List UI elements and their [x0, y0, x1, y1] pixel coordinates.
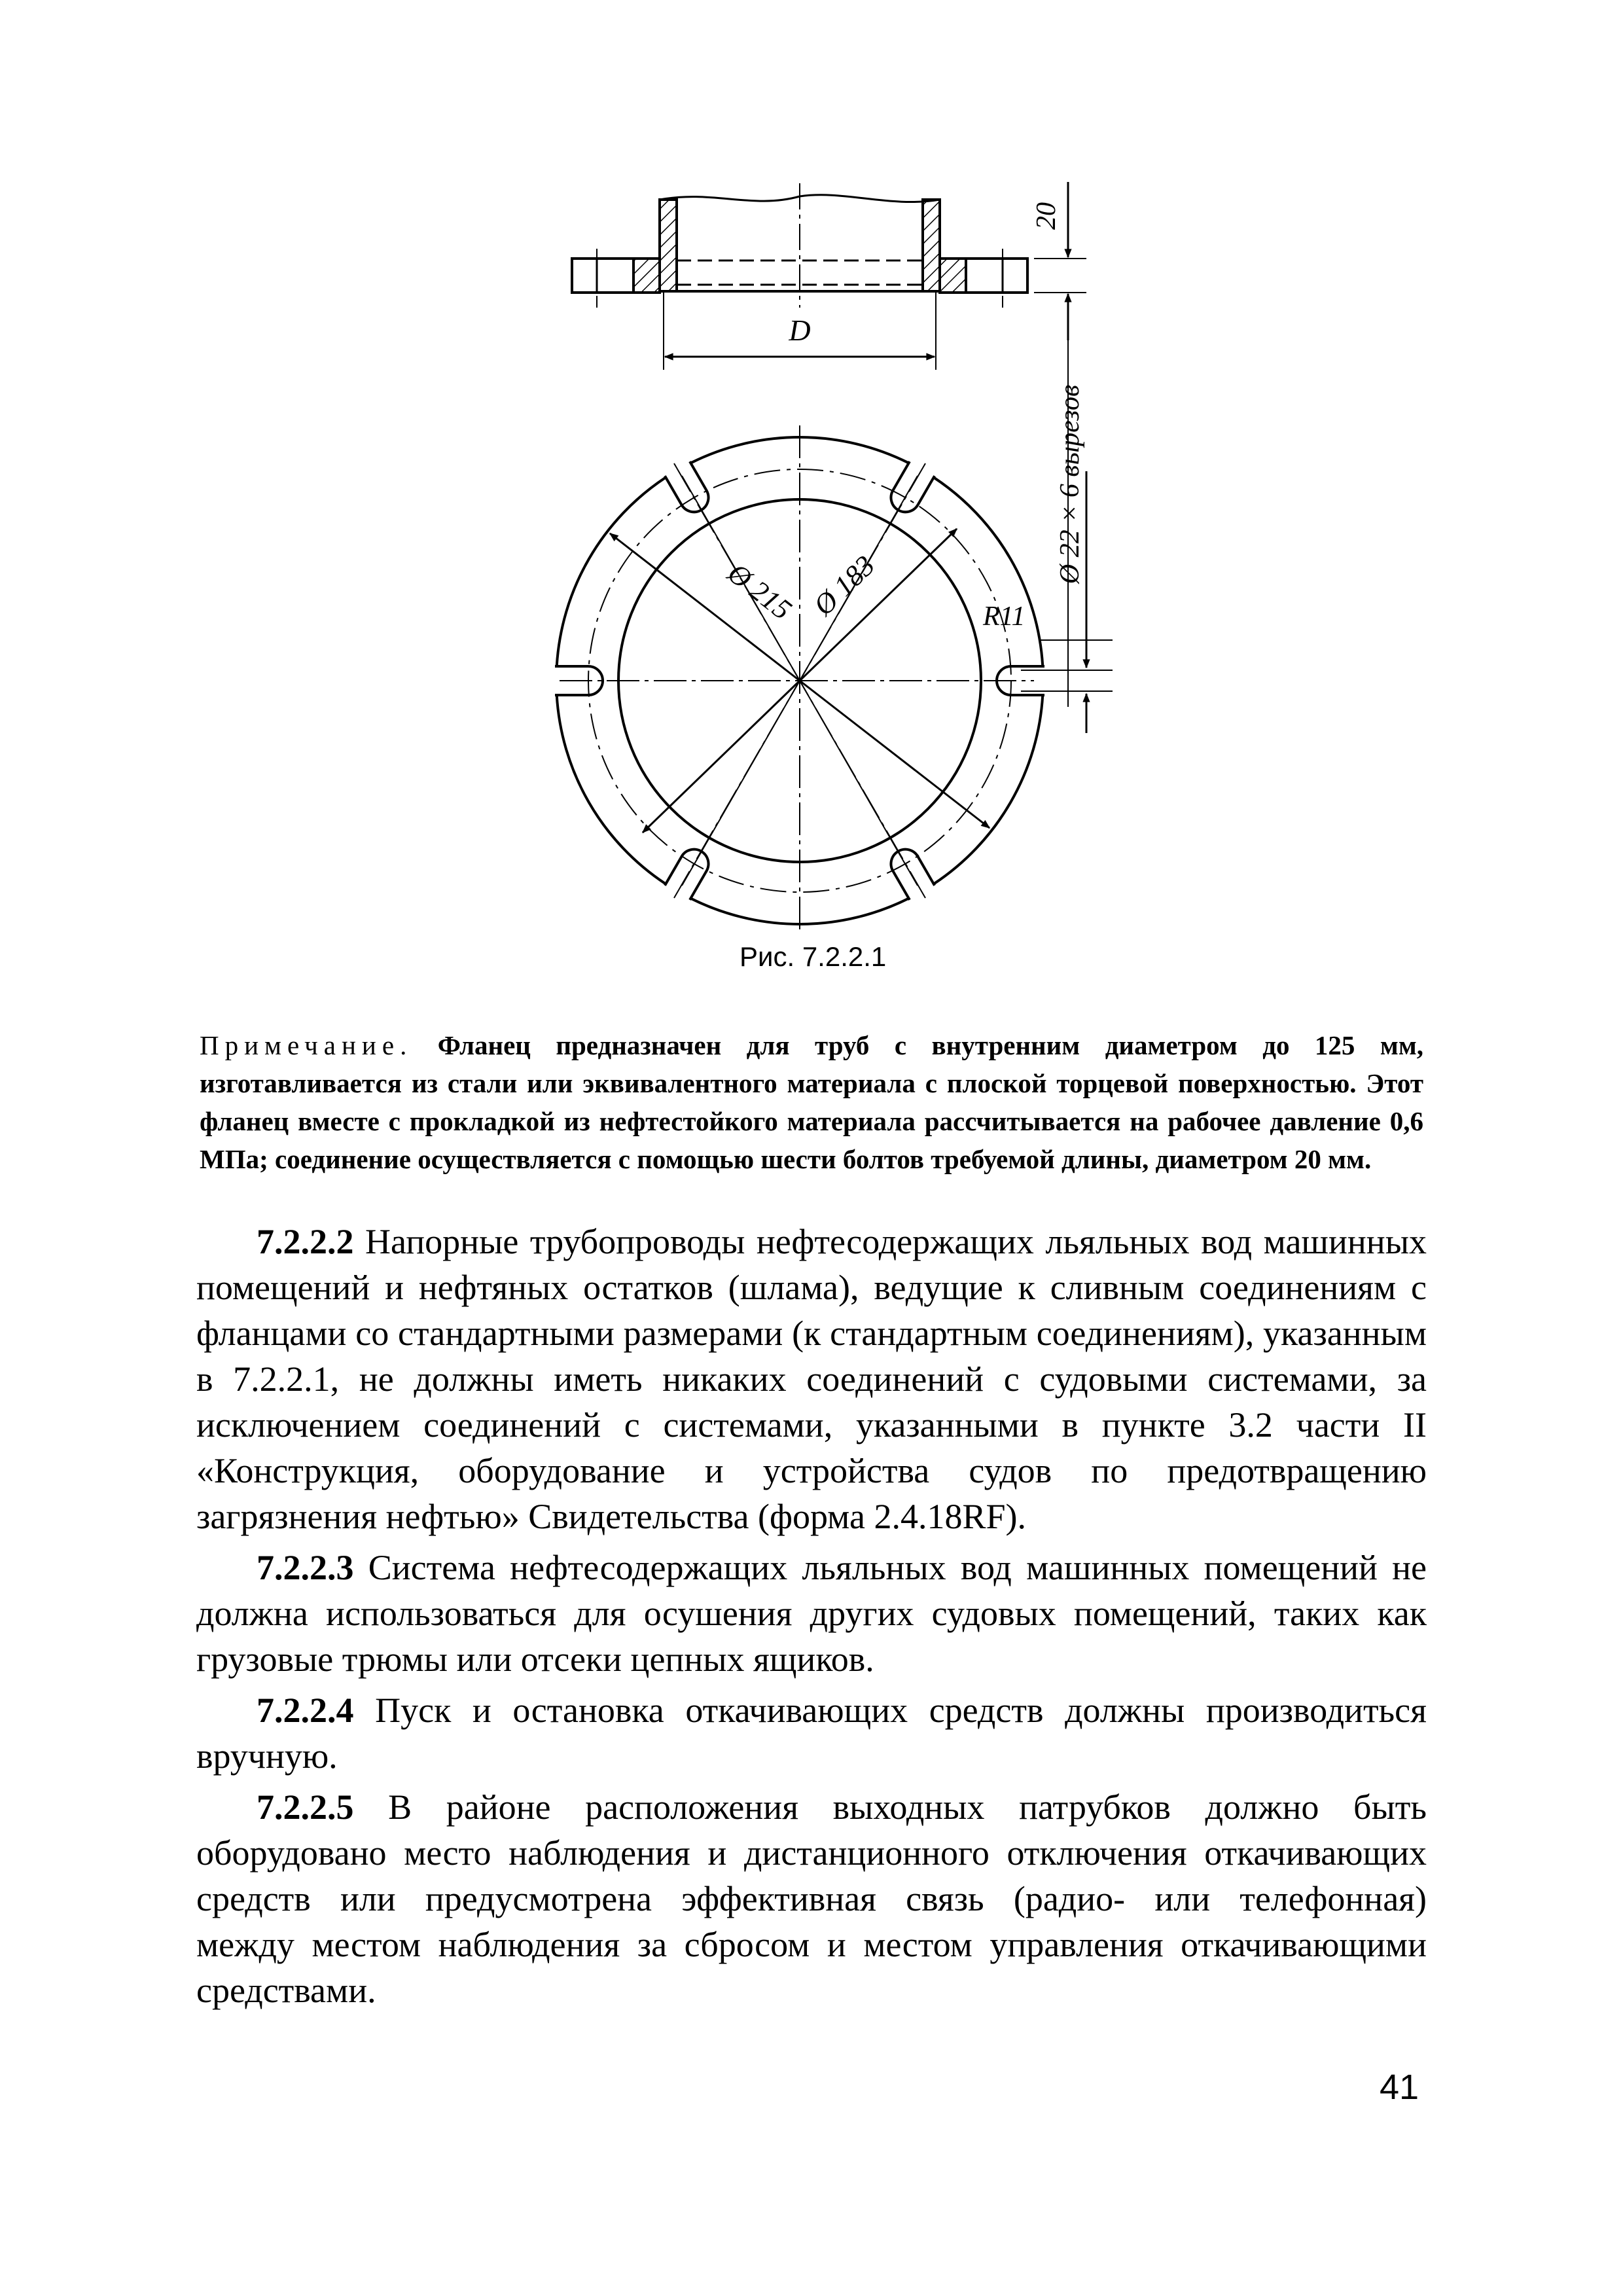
paragraph-number: 7.2.2.5: [257, 1787, 354, 1827]
paragraph-7-2-2-5: [196, 1784, 1427, 2013]
label-dim-20: 20: [1031, 202, 1061, 230]
paragraph-number: 7.2.2.4: [257, 1691, 354, 1730]
paragraph-text: Система нефтесодержащих льяльных вод машинных помещений не должна использоваться для осушения других судовых помещений, таких как грузовые трюмы или отсеки цепных ящиков.: [196, 1548, 1427, 1679]
paragraph-number: 7.2.2.2: [257, 1222, 354, 1261]
label-slots: Ø 22 × 6 вырезов: [1055, 384, 1085, 584]
label-inner-diameter: Ø 183: [807, 549, 882, 622]
paragraph-text: Пуск и остановка откачивающих средств должны производиться вручную.: [196, 1691, 1427, 1776]
figure-note: [200, 1026, 1423, 1178]
slot-outline: [891, 461, 935, 512]
slot-outline: [665, 461, 709, 512]
note-text: Фланец предназначен для труб с внутренним диаметром до 125 мм, изготавливается из стали или эквивалентного материала с плоской торцевой поверхностью. Этот фланец вместе с прокладкой из нефтестойкого материала рассчитывается на рабочее давление 0,6 МПа; соединение осуществляется с помощью шести болтов требуемой длины, диаметром 20 мм.: [200, 1030, 1423, 1174]
label-outer-diameter: Ø 215: [721, 556, 798, 626]
label-radius: R11: [983, 601, 1026, 632]
page-number: 41: [1380, 2068, 1419, 2107]
paragraph-7-2-2-4: [196, 1687, 1427, 1779]
paragraph-text: В районе расположения выходных патрубков должно быть оборудовано место наблюдения и дистанционного отключения откачивающих средств или предусмотрена эффективная связь (радио- или телефонная) между местом наблюдения за сбросом и местом управления откачивающими средствами.: [196, 1787, 1427, 2010]
flange-top-view: [555, 340, 1113, 929]
label-d: D: [789, 314, 811, 347]
note-lead: Примечание.: [200, 1030, 413, 1060]
slot-outline: [891, 850, 935, 900]
slot-outline: [665, 850, 709, 900]
flange-side-view: [572, 182, 1086, 370]
figure-caption: Рис. 7.2.2.1: [740, 941, 887, 972]
paragraph-number: 7.2.2.3: [257, 1548, 354, 1587]
paragraph-7-2-2-2: [196, 1219, 1427, 1539]
paragraph-7-2-2-3: [196, 1545, 1427, 1682]
body-text: [196, 1219, 1427, 2018]
flange-drawing: [0, 0, 1623, 929]
paragraph-text: Напорные трубопроводы нефтесодержащих льяльных вод машинных помещений и нефтяных остатков (шлама), ведущие к сливным соединениям с фланцами со стандартными размерами (к стандартным соединениям), указанным в 7.2.2.1, не должны иметь никаких соединений с судовыми системами, за исключением соединений с системами, указанными в пункте 3.2 части II «Конструкция, оборудование и устройства судов по предотвращению загрязнения нефтью» Свидетельства (форма 2.4.18RF).: [196, 1222, 1427, 1536]
